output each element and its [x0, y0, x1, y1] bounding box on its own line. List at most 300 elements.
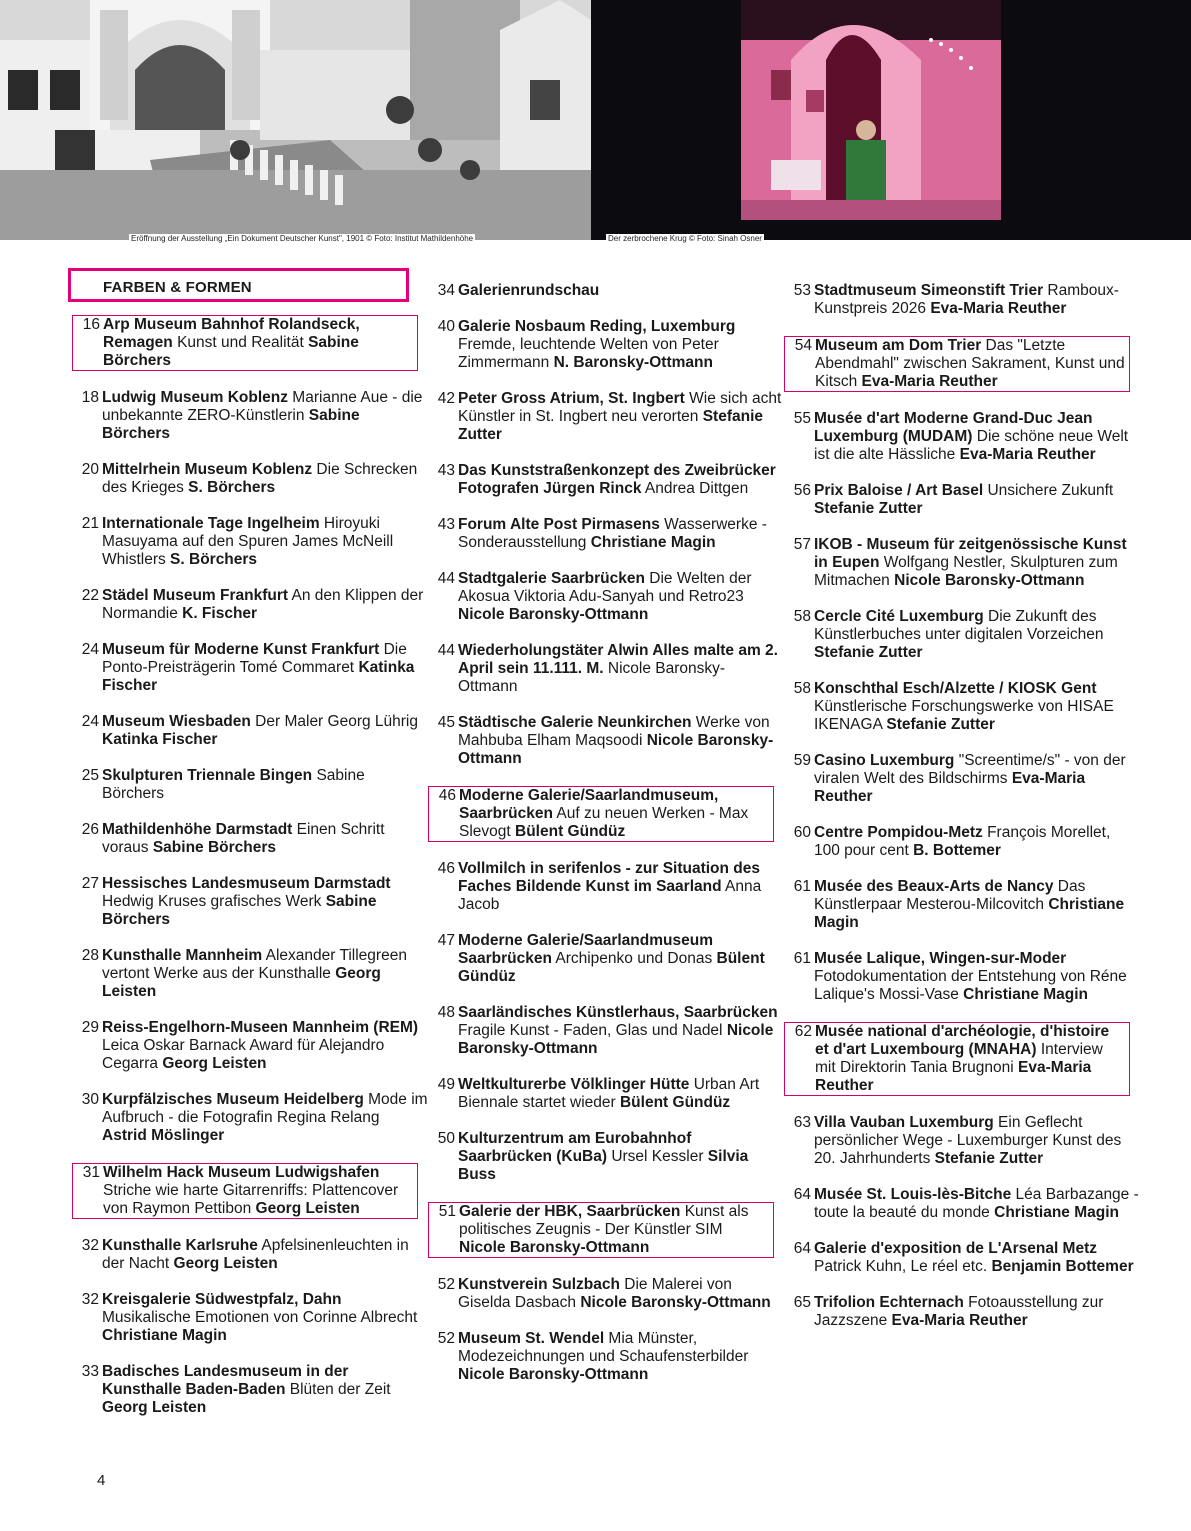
entry-description: Fotodokumentation der Entstehung von Réne Lalique's Mossi-Vase [814, 968, 1127, 1003]
entry-page-number: 20 [81, 461, 99, 478]
entry-text [814, 536, 1140, 590]
entry-page-number: 48 [437, 1004, 455, 1021]
entry-author: Katinka Fischer [102, 731, 218, 748]
entry-venue: Musée national d'archéologie, d'histoire et d'art Luxembourg (MNAHA) [815, 1023, 1110, 1058]
entry-author: Benjamin Bottemer [991, 1258, 1134, 1275]
entry-description: "Screentime/s" - von der viralen Welt des Bildschirms [814, 752, 1126, 787]
entry-text [102, 821, 428, 857]
entry-page-number: 24 [81, 641, 99, 658]
entry-page-number: 25 [81, 767, 99, 784]
entry-description: Werke von Mahbuba Elham Maqsoodi [458, 714, 770, 749]
entry-page-number: 61 [793, 878, 811, 895]
toc-entry[interactable] [784, 536, 1144, 590]
entry-text [814, 1186, 1140, 1222]
entry-page-number: 29 [81, 1019, 99, 1036]
entry-author: S. Börchers [170, 551, 258, 568]
section-title: FARBEN & FORMEN [103, 279, 252, 296]
entry-page-number: 58 [793, 680, 811, 697]
entry-page-number: 52 [437, 1276, 455, 1293]
entry-text [458, 390, 784, 444]
entry-text [102, 1363, 428, 1417]
toc-entry[interactable] [784, 1294, 1144, 1330]
entry-author: Nicole Baronsky-Ottmann [458, 606, 649, 623]
entry-description: Auf zu neuen Werken - Max Slevogt [459, 805, 749, 840]
entry-author: Eva-Maria Reuther [861, 373, 998, 390]
entry-text [102, 1291, 428, 1345]
entry-author: Nicole Baronsky-Ottmann [459, 1239, 650, 1256]
toc-entry[interactable] [428, 932, 788, 986]
entry-description: Unsichere Zukunft [983, 482, 1114, 499]
entry-venue: Kunstverein Sulzbach [458, 1276, 620, 1293]
exhibition-opening-photo [0, 0, 591, 240]
entry-description: Andrea Dittgen [641, 480, 749, 497]
photo-caption-right: Der zerbrochene Krug © Foto: Sinah Osner [608, 234, 762, 243]
entry-venue: Trifolion Echternach [814, 1294, 964, 1311]
entry-venue: Prix Baloise / Art Basel [814, 482, 984, 499]
entry-text [814, 950, 1140, 1004]
entry-venue: Museum St. Wendel [458, 1330, 605, 1347]
entry-venue: Galerienrundschau [458, 282, 600, 299]
entry-text [458, 570, 784, 624]
entry-text [458, 462, 784, 498]
entry-venue: Galerie d'exposition de L'Arsenal Metz [814, 1240, 1097, 1257]
entry-venue: Ludwig Museum Koblenz [102, 389, 288, 406]
toc-entry[interactable] [72, 315, 418, 371]
entry-page-number: 31 [82, 1164, 100, 1181]
entry-venue: Skulpturen Triennale Bingen [102, 767, 313, 784]
entry-page-number: 50 [437, 1130, 455, 1147]
entry-text [102, 1091, 428, 1145]
entry-author: Eva-Maria Reuther [891, 1312, 1028, 1329]
entry-description: Striche wie harte Gitarrenriffs: Plattencover von Raymon Pettibon [103, 1182, 399, 1217]
entry-page-number: 51 [438, 1203, 456, 1220]
toc-entry[interactable] [72, 641, 432, 695]
entry-author: Nicole Baronsky-Ottmann [458, 1366, 649, 1383]
entry-description: Mode im Aufbruch - die Fotografin Regina Relang [102, 1091, 428, 1126]
entry-description: Apfelsinenleuchten in der Nacht [102, 1237, 409, 1272]
entry-description: Ramboux-Kunstpreis 2026 [814, 282, 1119, 317]
entry-description: Fragile Kunst - Faden, Glas und Nadel [458, 1022, 723, 1039]
entry-text [102, 713, 428, 749]
entry-page-number: 46 [438, 787, 456, 804]
entry-venue: Kunsthalle Mannheim [102, 947, 263, 964]
entry-venue: Kunsthalle Karlsruhe [102, 1237, 258, 1254]
entry-description: Der Maler Georg Lührig [250, 713, 418, 730]
entry-text [102, 947, 428, 1001]
entry-author: Eva-Maria Reuther [815, 1059, 1092, 1094]
entry-text [102, 1019, 428, 1073]
toc-entry[interactable] [784, 680, 1144, 734]
entry-page-number: 49 [437, 1076, 455, 1093]
toc-entry[interactable] [784, 410, 1144, 464]
toc-entry[interactable] [72, 875, 432, 929]
entry-text [458, 318, 784, 372]
entry-venue: Musée Lalique, Wingen-sur-Moder [814, 950, 1067, 967]
entry-description: Künstlerische Forschungswerke von HISAE IKENAGA [814, 698, 1114, 733]
entry-text [102, 1237, 428, 1273]
entry-page-number: 65 [793, 1294, 811, 1311]
toc-entry[interactable] [72, 461, 432, 497]
entry-author: Eva-Maria Reuther [959, 446, 1096, 463]
entry-venue: Galerie der HBK, Saarbrücken [459, 1203, 681, 1220]
entry-author: Stefanie Zutter [814, 500, 923, 517]
entry-text [458, 714, 784, 768]
entry-page-number: 26 [81, 821, 99, 838]
entry-page-number: 32 [81, 1291, 99, 1308]
entry-page-number: 54 [794, 337, 812, 354]
toc-entry[interactable] [428, 318, 788, 372]
entry-author: Stefanie Zutter [458, 408, 764, 443]
entry-text [458, 1130, 784, 1184]
stage-scene-photo [591, 0, 1191, 240]
entry-author: Stefanie Zutter [886, 716, 995, 733]
entry-venue: Musée St. Louis-lès-Bitche [814, 1186, 1012, 1203]
entry-text [458, 1276, 784, 1312]
entry-page-number: 42 [437, 390, 455, 407]
entry-venue: Centre Pompidou-Metz [814, 824, 983, 841]
entry-venue: Museum für Moderne Kunst Frankfurt [102, 641, 380, 658]
entry-page-number: 27 [81, 875, 99, 892]
entry-description: Die schöne neue Welt ist die alte Hässliche [814, 428, 1129, 463]
entry-page-number: 32 [81, 1237, 99, 1254]
toc-entry[interactable] [784, 336, 1130, 392]
entry-description: Einen Schritt voraus [102, 821, 385, 856]
entry-description: Fotoausstellung zur Jazzszene [814, 1294, 1104, 1329]
entry-author: Christiane Magin [102, 1327, 227, 1344]
entry-author: K. Fischer [182, 605, 258, 622]
entry-description: Die Malerei von Giselda Dasbach [458, 1276, 732, 1311]
toc-entry[interactable] [784, 1240, 1144, 1276]
entry-description: Marianne Aue - die unbekannte ZERO-Künstlerin [102, 389, 423, 424]
entry-text [458, 1330, 784, 1384]
entry-description: Hiroyuki Masuyama auf den Spuren James McNeill Whistlers [102, 515, 394, 568]
entry-page-number: 22 [81, 587, 99, 604]
entry-description: Das Künstlerpaar Mesterou-Milcovitch [814, 878, 1086, 913]
toc-entry[interactable] [784, 482, 1144, 518]
entry-author: Sabine Börchers [102, 893, 377, 928]
page-number: 4 [97, 1472, 106, 1489]
entry-description: Fremde, leuchtende Welten von Peter Zimmermann [458, 336, 719, 371]
entry-page-number: 33 [81, 1363, 99, 1380]
entry-description: Hedwig Kruses grafisches Werk [102, 893, 322, 910]
entry-venue: Saarländisches Künstlerhaus, Saarbrücken [458, 1004, 778, 1021]
toc-column-1 [72, 315, 432, 1435]
entry-venue: Kurpfälzisches Museum Heidelberg [102, 1091, 364, 1108]
entry-page-number: 30 [81, 1091, 99, 1108]
entry-venue: Wilhelm Hack Museum Ludwigshafen [103, 1164, 380, 1181]
entry-author: Georg Leisten [102, 1399, 207, 1416]
toc-column-3 [784, 282, 1144, 1348]
entry-author: N. Baronsky-Ottmann [553, 354, 713, 371]
entry-text [458, 932, 784, 986]
entry-author: Georg Leisten [255, 1200, 360, 1217]
entry-page-number: 57 [793, 536, 811, 553]
entry-text [814, 282, 1140, 318]
entry-page-number: 56 [793, 482, 811, 499]
entry-text [458, 1076, 784, 1112]
entry-venue: Musée des Beaux-Arts de Nancy [814, 878, 1054, 895]
entry-venue: Cercle Cité Luxemburg [814, 608, 984, 625]
toc-entry[interactable] [784, 1114, 1144, 1168]
entry-text [102, 515, 428, 569]
entry-description: Leica Oskar Barnack Award für Alejandro Cegarra [102, 1037, 385, 1072]
toc-entry[interactable] [428, 1202, 774, 1258]
photo-caption-left: Eröffnung der Ausstellung „Ein Dokument Deutscher Kunst", 1901 © Foto: Institut Mathildenhöhe [131, 234, 474, 243]
entry-venue: Peter Gross Atrium, St. Ingbert [458, 390, 685, 407]
toc-entry[interactable] [428, 1330, 788, 1384]
toc-entry[interactable] [428, 1004, 788, 1058]
toc-entry[interactable] [72, 1091, 432, 1145]
toc-entry[interactable] [784, 824, 1144, 860]
toc-entry[interactable] [428, 282, 788, 300]
entry-page-number: 46 [437, 860, 455, 877]
entry-author: Bülent Gündüz [515, 823, 626, 840]
entry-page-number: 24 [81, 713, 99, 730]
entry-venue: Weltkulturerbe Völklinger Hütte [458, 1076, 690, 1093]
entry-description: Die Schrecken des Krieges [102, 461, 418, 496]
entry-venue: Städtische Galerie Neunkirchen [458, 714, 692, 731]
toc-entry[interactable] [428, 570, 788, 624]
entry-description: Ein Geflecht persönlicher Wege - Luxemburger Kunst des 20. Jahrhunderts [814, 1114, 1122, 1167]
entry-venue: Kulturzentrum am Eurobahnhof Saarbrücken (KuBa) [458, 1130, 692, 1165]
entry-text [102, 875, 428, 929]
entry-author: Christiane Magin [994, 1204, 1120, 1221]
toc-entry[interactable] [428, 1276, 788, 1312]
entry-text [102, 767, 428, 803]
entry-author: Astrid Möslinger [102, 1127, 225, 1144]
entry-author: Christiane Magin [963, 986, 1089, 1003]
entry-venue: Villa Vauban Luxemburg [814, 1114, 994, 1131]
entry-page-number: 34 [437, 282, 455, 299]
entry-author: Christiane Magin [814, 896, 1125, 931]
entry-text [458, 516, 784, 552]
toc-entry[interactable] [72, 1291, 432, 1345]
entry-venue: Moderne Galerie/Saarlandmuseum Saarbrücken [458, 932, 713, 967]
entry-venue: Stadtmuseum Simeonstift Trier [814, 282, 1044, 299]
entry-author: Bülent Gündüz [458, 950, 765, 985]
toc-entry[interactable] [784, 282, 1144, 318]
toc-entry[interactable] [72, 947, 432, 1001]
entry-venue: Internationale Tage Ingelheim [102, 515, 320, 532]
entry-page-number: 60 [793, 824, 811, 841]
entry-description: Das "Letzte Abendmahl" zwischen Sakrament, Kunst und Kitsch [815, 337, 1125, 390]
entry-author: Eva-Maria Reuther [930, 300, 1067, 317]
toc-entry[interactable] [72, 767, 432, 803]
entry-text [459, 1203, 769, 1257]
entry-description: Léa Barbazange - toute la beauté du monde [814, 1186, 1139, 1221]
entry-text [814, 878, 1140, 932]
entry-page-number: 44 [437, 570, 455, 587]
entry-description: Archipenko und Donas [551, 950, 713, 967]
entry-venue: Konschthal Esch/Alzette / KIOSK Gent [814, 680, 1097, 697]
entry-venue: IKOB - Museum für zeitgenössische Kunst in Eupen [814, 536, 1127, 571]
entry-description: Mia Münster, Modezeichnungen und Schaufensterbilder [458, 1330, 749, 1365]
entry-page-number: 64 [793, 1186, 811, 1203]
toc-entry[interactable] [72, 587, 432, 623]
entry-author: Sabine Börchers [152, 839, 277, 856]
entry-author: S. Börchers [188, 479, 276, 496]
entry-author: Stefanie Zutter [814, 644, 923, 661]
toc-entry[interactable] [72, 515, 432, 569]
entry-description: Nicole Baronsky-Ottmann [458, 660, 726, 695]
entry-page-number: 40 [437, 318, 455, 335]
entry-author: Sabine Börchers [102, 407, 360, 442]
entry-text [458, 642, 784, 696]
entry-description: Kunst als politisches Zeugnis - Der Künstler SIM [459, 1203, 749, 1238]
entry-page-number: 43 [437, 462, 455, 479]
toc-entry[interactable] [72, 821, 432, 857]
entry-page-number: 55 [793, 410, 811, 427]
entry-text [815, 337, 1125, 391]
toc-entry[interactable] [428, 642, 788, 696]
entry-author: Christiane Magin [590, 534, 716, 551]
entry-description: Musikalische Emotionen von Corinne Albrecht [102, 1309, 418, 1326]
entry-page-number: 64 [793, 1240, 811, 1257]
entry-venue: Mittelrhein Museum Koblenz [102, 461, 313, 478]
entry-text [458, 1004, 784, 1058]
entry-page-number: 61 [793, 950, 811, 967]
toc-entry[interactable] [784, 878, 1144, 932]
entry-text [458, 282, 784, 300]
entry-text [102, 461, 428, 497]
entry-author: Eva-Maria Reuther [814, 770, 1086, 805]
entry-author: Georg Leisten [162, 1055, 267, 1072]
entry-author: Stefanie Zutter [934, 1150, 1044, 1167]
entry-description: Kunst und Realität [172, 334, 304, 351]
entry-description: Patrick Kuhn, Le réel etc. [814, 1258, 988, 1275]
entry-venue: Forum Alte Post Pirmasens [458, 516, 660, 533]
entry-venue: Galerie Nosbaum Reding, Luxemburg [458, 318, 736, 335]
entry-page-number: 58 [793, 608, 811, 625]
toc-entry[interactable] [428, 516, 788, 552]
entry-page-number: 45 [437, 714, 455, 731]
toc-entry[interactable] [784, 752, 1144, 806]
entry-author: Nicole Baronsky-Ottmann [458, 732, 774, 767]
toc-entry[interactable] [72, 389, 432, 443]
entry-text [815, 1023, 1125, 1095]
entry-author: Bülent Gündüz [619, 1094, 731, 1111]
toc-entry[interactable] [428, 462, 788, 498]
entry-description: Ursel Kessler [607, 1148, 704, 1165]
entry-text [102, 389, 428, 443]
entry-description: Die Welten der Akosua Viktoria Adu-Sanyah und Retro23 [458, 570, 752, 605]
entry-description: Wie sich acht Künstler in St. Ingbert neu verorten [458, 390, 782, 425]
entry-description: Die Ponto-Preisträgerin Tomé Commaret [102, 641, 407, 676]
entry-text [814, 1114, 1140, 1168]
toc-entry[interactable] [72, 1019, 432, 1073]
entry-author: Sabine Börchers [103, 334, 359, 369]
entry-text [814, 824, 1140, 860]
entry-venue: Stadtgalerie Saarbrücken [458, 570, 645, 587]
toc-entry[interactable] [428, 1130, 788, 1184]
toc-entry[interactable] [784, 608, 1144, 662]
entry-page-number: 53 [793, 282, 811, 299]
entry-description: Interview mit Direktorin Tania Brugnoni [815, 1041, 1103, 1076]
section-header-box [68, 268, 409, 302]
entry-venue: Hessisches Landesmuseum Darmstadt [102, 875, 391, 892]
entry-text [814, 410, 1140, 464]
entry-author: Katinka Fischer [102, 659, 415, 694]
toc-entry[interactable] [428, 390, 788, 444]
entry-venue: Städel Museum Frankfurt [102, 587, 289, 604]
entry-author: Georg Leisten [173, 1255, 278, 1272]
toc-entry[interactable] [428, 786, 774, 842]
entry-venue: Wiederholungstäter Alwin Alles malte am 2. April sein 11.111. M. [458, 642, 778, 677]
entry-author: Nicole Baronsky-Ottmann [580, 1294, 771, 1311]
entry-text [814, 608, 1140, 662]
entry-author: Nicole Baronsky-Ottmann [458, 1022, 774, 1057]
entry-venue: Casino Luxemburg [814, 752, 955, 769]
toc-entry[interactable] [428, 860, 788, 914]
entry-text [814, 752, 1140, 806]
entry-description: Wasserwerke - Sonderausstellung [458, 516, 767, 551]
entry-description: François Morellet, 100 pour cent [814, 824, 1111, 859]
entry-page-number: 21 [81, 515, 99, 532]
entry-author: B. Bottemer [913, 842, 1001, 859]
toc-entry[interactable] [72, 713, 432, 749]
toc-entry[interactable] [72, 1363, 432, 1417]
entry-venue: Mathildenhöhe Darmstadt [102, 821, 293, 838]
entry-page-number: 63 [793, 1114, 811, 1131]
entry-text [102, 641, 428, 695]
entry-page-number: 16 [82, 316, 100, 333]
toc-entry[interactable] [72, 1237, 432, 1273]
entry-text [103, 1164, 413, 1218]
entry-page-number: 44 [437, 642, 455, 659]
toc-entry[interactable] [428, 714, 788, 768]
entry-description: Urban Art Biennale startet wieder [458, 1076, 760, 1111]
entry-text [814, 1294, 1140, 1330]
entry-description: Alexander Tillegreen vertont Werke aus der Kunsthalle [102, 947, 407, 982]
entry-description: Sabine Börchers [102, 767, 365, 802]
toc-entry[interactable] [784, 950, 1144, 1004]
entry-text [103, 316, 413, 370]
entry-page-number: 52 [437, 1330, 455, 1347]
toc-entry[interactable] [72, 1163, 418, 1219]
entry-page-number: 59 [793, 752, 811, 769]
entry-venue: Vollmilch in serifenlos - zur Situation des Faches Bildende Kunst im Saarland [458, 860, 761, 895]
entry-page-number: 28 [81, 947, 99, 964]
entry-venue: Arp Museum Bahnhof Rolandseck, Remagen [103, 316, 360, 351]
entry-text [814, 482, 1140, 518]
entry-venue: Museum Wiesbaden [102, 713, 251, 730]
entry-venue: Museum am Dom Trier [815, 337, 982, 354]
entry-venue: Kreisgalerie Südwestpfalz, Dahn [102, 1291, 342, 1308]
entry-text [458, 860, 784, 914]
toc-entry[interactable] [784, 1186, 1144, 1222]
entry-description: An den Klippen der Normandie [102, 587, 424, 622]
entry-text [814, 1240, 1140, 1276]
toc-entry[interactable] [784, 1022, 1130, 1096]
entry-text [814, 680, 1140, 734]
entry-text [459, 787, 769, 841]
toc-entry[interactable] [428, 1076, 788, 1112]
entry-venue: Badisches Landesmuseum in der Kunsthalle Baden-Baden [102, 1363, 349, 1398]
entry-text [102, 587, 428, 623]
entry-venue: Moderne Galerie/Saarlandmuseum, Saarbrücken [459, 787, 719, 822]
entry-author: Georg Leisten [102, 965, 381, 1000]
entry-page-number: 43 [437, 516, 455, 533]
entry-description: Wolfgang Nestler, Skulpturen zum Mitmachen [814, 554, 1118, 589]
entry-description: Blüten der Zeit [285, 1381, 391, 1398]
entry-page-number: 18 [81, 389, 99, 406]
entry-venue: Das Kunststraßenkonzept des Zweibrücker Fotografen Jürgen Rinck [458, 462, 776, 497]
entry-venue: Musée d'art Moderne Grand-Duc Jean Luxemburg (MUDAM) [814, 410, 1093, 445]
entry-author: Silvia Buss [458, 1148, 749, 1183]
entry-description: Die Zukunft des Künstlerbuches unter digitalen Vorzeichen [814, 608, 1104, 643]
entry-description: Anna Jacob [458, 878, 762, 913]
entry-author: Nicole Baronsky-Ottmann [894, 572, 1085, 589]
